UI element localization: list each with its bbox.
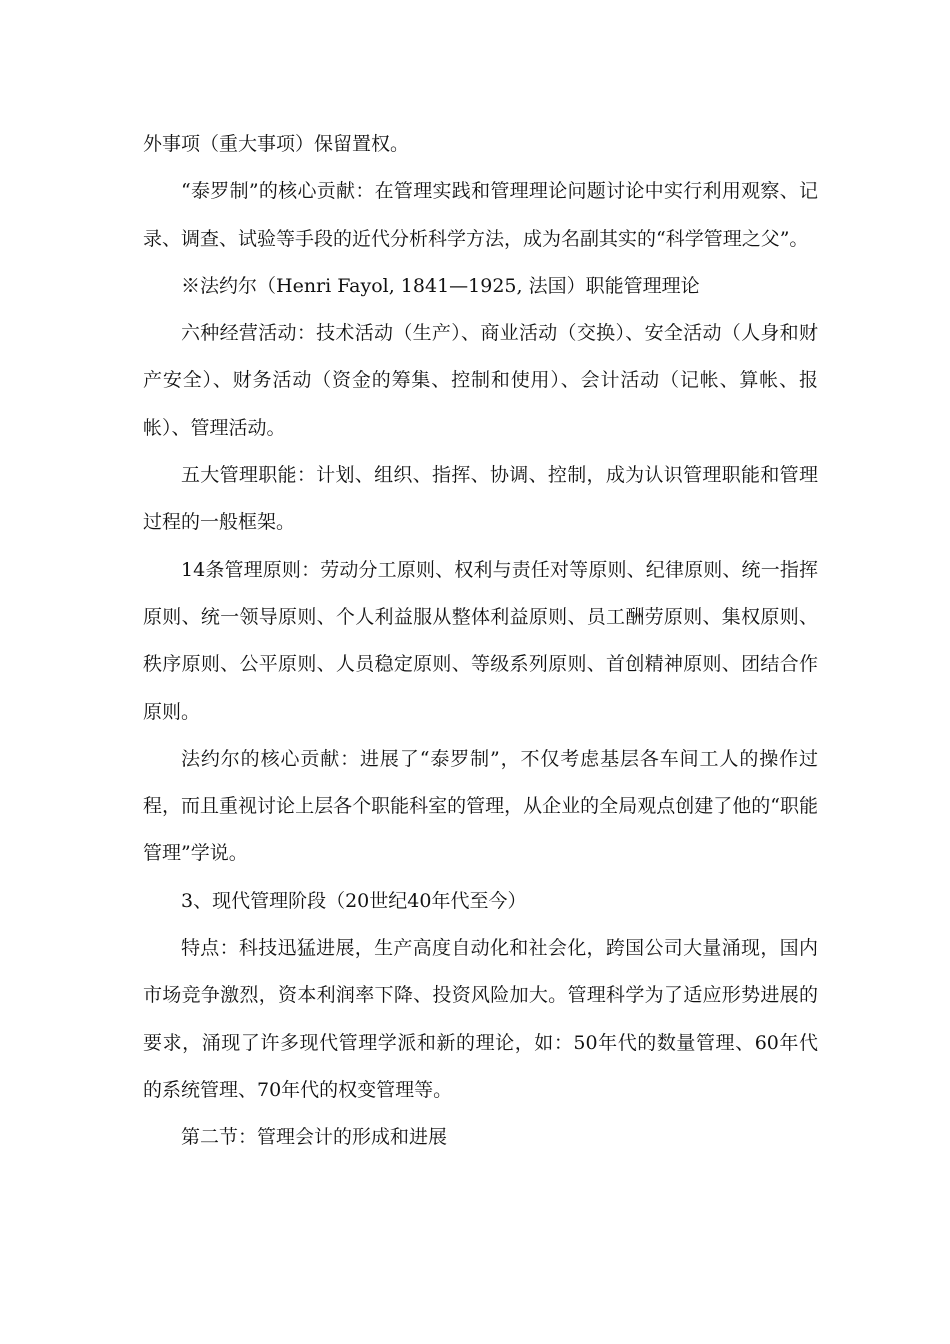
paragraph-4: 六种经营活动：技术活动（生产）、商业活动（交换）、安全活动（人身和财产安全）、财务活动（资金的筹集、控制和使用）、会计活动（记帐、算帐、报帐）、管理活动。	[143, 322, 818, 439]
paragraph-5: 五大管理职能：计划、组织、指挥、协调、控制，成为认识管理职能和管理过程的一般框架。	[143, 464, 818, 534]
body-text	[143, 121, 818, 1162]
paragraph-7: 法约尔的核心贡献：进展了“泰罗制”，不仅考虑基层各车间工人的操作过程，而且重视讨论上层各个职能科室的管理，从企业的全局观点创建了他的“职能管理”学说。	[143, 747, 818, 865]
paragraph-1: 外事项（重大事项）保留置权。	[143, 133, 410, 155]
paragraph-8: 3、现代管理阶段（20世纪40年代至今）	[181, 889, 527, 912]
paragraph-2: “泰罗制”的核心贡献：在管理实践和管理理论问题讨论中实行利用观察、记录、调查、试验等手段的近代分析科学方法，成为名副其实的“科学管理之父”。	[143, 180, 818, 250]
paragraph-6: 14条管理原则：劳动分工原则、权利与责任对等原则、纪律原则、统一指挥原则、统一领导原则、个人利益服从整体利益原则、员工酬劳原则、集权原则、秩序原则、公平原则、人员稳定原则、等级系列原则、首创精神原则、团结合作原则。	[143, 558, 818, 723]
paragraph-3: ※法约尔（Henri Fayol, 1841—1925, 法国）职能管理理论	[181, 274, 700, 297]
paragraph-9: 特点：科技迅猛进展，生产高度自动化和社会化，跨国公司大量涌现，国内市场竞争激烈，资本利润率下降、投资风险加大。管理科学为了适应形势进展的要求，涌现了许多现代管理学派和新的理论，如：50年代的数量管理、60年代 的系统管理、70年代的权变管理等。	[143, 937, 818, 1101]
paragraph-10: 第二节：管理会计的形成和进展	[181, 1126, 448, 1149]
